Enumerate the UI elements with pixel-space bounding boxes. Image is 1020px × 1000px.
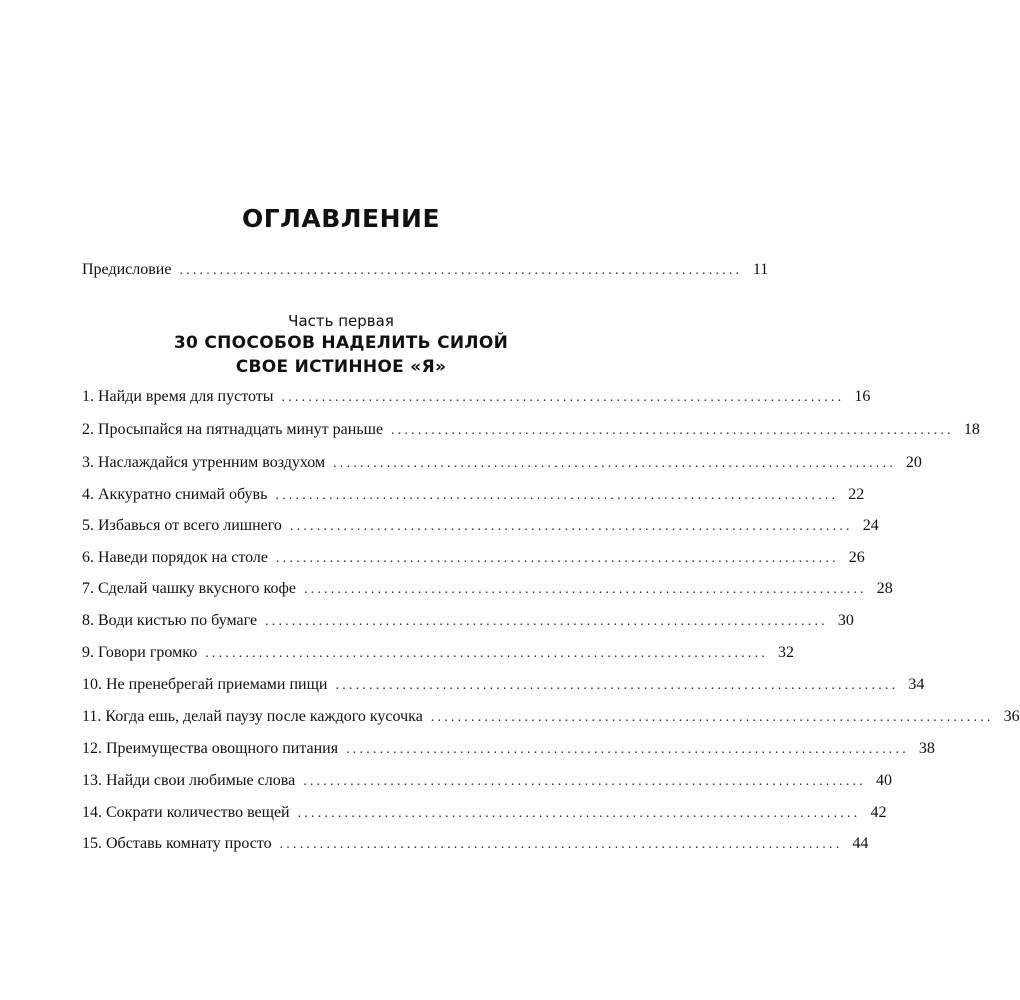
toc-entry[interactable]	[82, 386, 871, 408]
toc-entry[interactable]	[82, 547, 865, 569]
toc-entry-label: 8. Води кистью по бумаге	[82, 612, 258, 629]
toc-entry[interactable]	[82, 770, 892, 792]
dot-leader: ....................................................................................	[275, 551, 839, 566]
toc-entry[interactable]	[82, 738, 935, 760]
toc-entry-page: 20	[905, 454, 922, 471]
toc-entry-label: Предисловие	[82, 261, 172, 278]
toc-entry-page: 11	[752, 261, 769, 278]
toc-entry-page: 44	[852, 835, 869, 852]
toc-entry[interactable]	[82, 833, 869, 855]
toc-entry-label: 1. Найди время для пустоты	[82, 388, 274, 405]
toc-entry-page: 26	[848, 549, 865, 566]
toc-entry-label: 10. Не пренебрегай приемами пищи	[82, 676, 328, 693]
toc-entry[interactable]	[82, 484, 865, 506]
toc-entry-label: 12. Преимущества овощного питания	[82, 740, 339, 757]
toc-entry-page: 40	[876, 772, 892, 789]
part-title-line-2: СВОЕ ИСТИННОЕ «Я»	[235, 357, 447, 377]
toc-entry-page: 42	[870, 804, 887, 821]
toc-entry[interactable]	[82, 642, 795, 664]
dot-leader: ....................................................................................	[333, 456, 896, 471]
toc-entry[interactable]	[82, 452, 922, 474]
toc-entry-label: 5. Избавься от всего лишнего	[82, 517, 282, 534]
toc-entry-label: 7. Сделай чашку вкусного кофе	[82, 580, 296, 597]
toc-entry[interactable]	[82, 674, 925, 696]
dot-leader: ....................................................................................	[281, 390, 845, 405]
dot-leader: ....................................................................................	[297, 806, 861, 821]
toc-entry[interactable]	[82, 802, 887, 824]
toc-entry-page: 38	[918, 740, 935, 757]
dot-leader: ....................................................................................	[346, 742, 909, 757]
toc-entry[interactable]	[82, 706, 1020, 728]
dot-leader: ....................................................................................	[303, 774, 866, 789]
dot-leader: ....................................................................................	[279, 837, 843, 852]
toc-entry[interactable]	[82, 610, 854, 632]
toc-entry[interactable]	[82, 419, 980, 441]
toc-entry-label: 6. Наведи порядок на столе	[82, 549, 268, 566]
toc-entry-page: 36	[1003, 708, 1020, 725]
dot-leader: ....................................................................................	[303, 582, 867, 597]
dot-leader: ....................................................................................	[265, 614, 828, 629]
toc-entry-page: 24	[862, 517, 879, 534]
dot-leader: ....................................................................................	[289, 519, 853, 534]
toc-entry-label: 15. Обставь комнату просто	[82, 835, 272, 852]
toc-entry-page: 30	[837, 612, 854, 629]
toc-entry[interactable]	[82, 515, 879, 537]
part-title-line-1: 30 СПОСОБОВ НАДЕЛИТЬ СИЛОЙ	[173, 333, 509, 353]
part-label: Часть первая	[288, 312, 394, 330]
page-title: ОГЛАВЛЕНИЕ	[241, 204, 441, 233]
toc-entry-page: 34	[908, 676, 925, 693]
dot-leader: ....................................................................................	[205, 646, 769, 661]
toc-entry-page: 28	[876, 580, 893, 597]
toc-entry-page: 22	[848, 486, 865, 503]
toc-entry-label: 9. Говори громко	[82, 644, 198, 661]
toc-entry-preface[interactable]	[82, 259, 769, 281]
toc-entry-label: 11. Когда ешь, делай паузу после каждого кусочка	[82, 708, 423, 725]
toc-entry-label: 14. Сократи количество вещей	[82, 804, 290, 821]
dot-leader: ....................................................................................	[275, 488, 839, 503]
toc-entry-page: 16	[854, 388, 871, 405]
toc-entry-label: 2. Просыпайся на пятнадцать минут раньше	[82, 421, 384, 438]
dot-leader: ....................................................................................	[391, 423, 954, 438]
dot-leader: ....................................................................................	[335, 678, 899, 693]
dot-leader: ....................................................................................	[179, 263, 743, 278]
toc-entry-label: 13. Найди свои любимые слова	[82, 772, 296, 789]
toc-entry-label: 3. Наслаждайся утренним воздухом	[82, 454, 326, 471]
toc-entry[interactable]	[82, 578, 893, 600]
toc-entry-page: 18	[963, 421, 980, 438]
toc-entry-page: 32	[778, 644, 795, 661]
dot-leader: ....................................................................................	[430, 710, 994, 725]
toc-entry-label: 4. Аккуратно снимай обувь	[82, 486, 268, 503]
